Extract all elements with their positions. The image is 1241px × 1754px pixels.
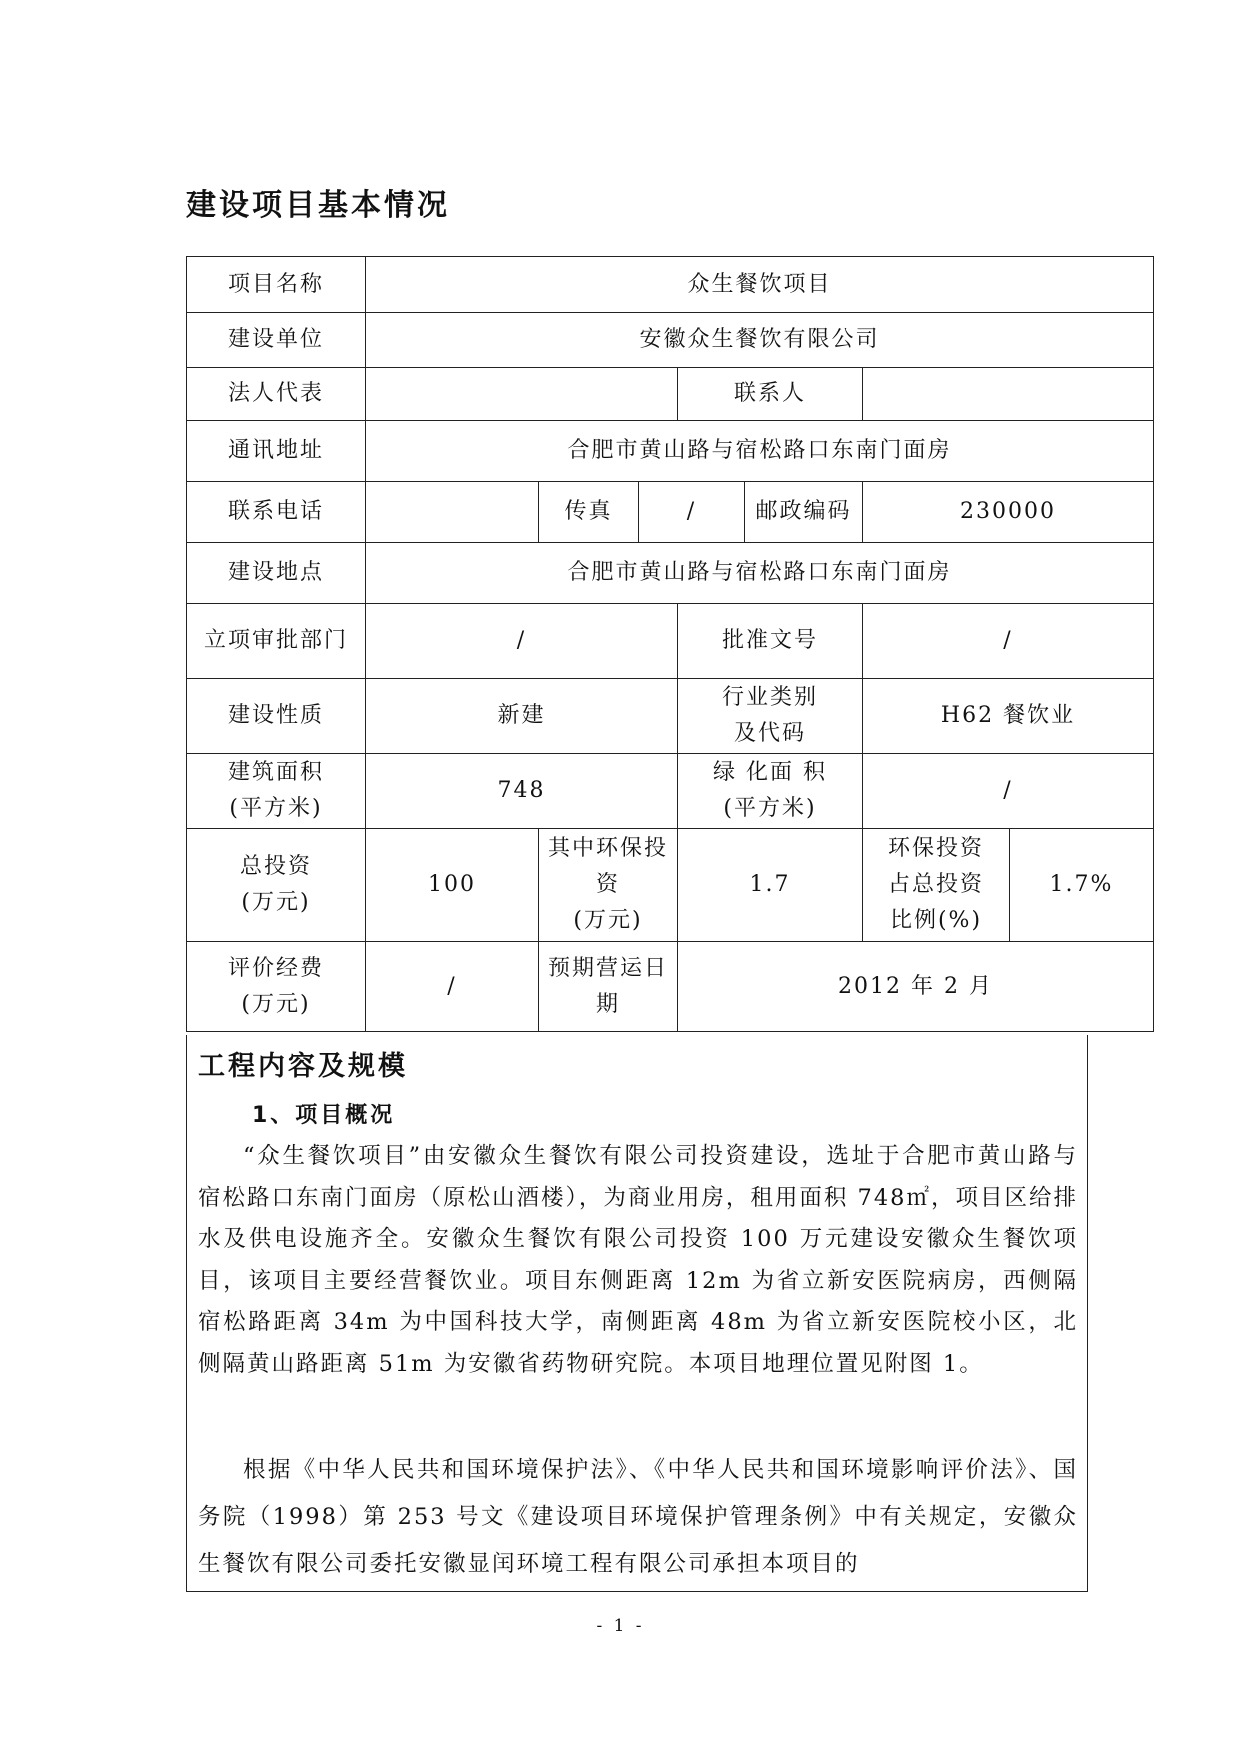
section-heading: 工程内容及规模 [198, 1051, 408, 1082]
ratio-value: 1.7% [1010, 829, 1154, 942]
approval-label: 立项审批部门 [187, 604, 366, 679]
row-address [187, 421, 1154, 482]
row-legal-rep [187, 368, 1154, 421]
address-label: 通讯地址 [187, 421, 366, 482]
ratio-label-line-1: 环保投资 [887, 836, 984, 861]
row-project-name [187, 257, 1154, 313]
area-value: 748 [366, 754, 678, 829]
investment-label-line-2: (万元) [241, 890, 311, 915]
postcode-value: 230000 [863, 482, 1154, 543]
approval-value: / [366, 604, 678, 679]
area-label-line-2: (平方米) [229, 796, 323, 821]
green-area-label-line-2: (平方米) [723, 796, 817, 821]
green-area-label-line-1: 绿 化面 积 [713, 760, 827, 785]
investment-label-line-1: 总投资 [239, 854, 312, 879]
row-site [187, 543, 1154, 604]
row-investment [187, 829, 1154, 942]
investment-value: 100 [366, 829, 539, 942]
row-nature [187, 679, 1154, 754]
phone-label: 联系电话 [187, 482, 366, 543]
row-approval [187, 604, 1154, 679]
ratio-label [863, 829, 1010, 942]
nature-value: 新建 [366, 679, 678, 754]
industry-label-line-2: 及代码 [733, 721, 806, 746]
approval-doc-value: / [863, 604, 1154, 679]
row-builder [187, 313, 1154, 368]
industry-value: H62 餐饮业 [863, 679, 1154, 754]
site-label: 建设地点 [187, 543, 366, 604]
fee-label [187, 942, 366, 1032]
green-area-value: / [863, 754, 1154, 829]
env-investment-value: 1.7 [678, 829, 863, 942]
area-label [187, 754, 366, 829]
operation-date-label: 预期营运日期 [539, 942, 678, 1032]
legal-rep-value [366, 368, 678, 421]
builder-value: 安徽众生餐饮有限公司 [366, 313, 1154, 368]
row-fee [187, 942, 1154, 1032]
area-label-line-1: 建筑面积 [227, 760, 324, 785]
row-area [187, 754, 1154, 829]
ratio-label-line-3: 比例(%) [889, 908, 983, 933]
env-investment-label-line-1: 其中环保投资 [547, 836, 668, 897]
project-info-table [186, 256, 1154, 1032]
builder-label: 建设单位 [187, 313, 366, 368]
site-value: 合肥市黄山路与宿松路口东南门面房 [366, 543, 1154, 604]
operation-date-value: 2012 年 2 月 [678, 942, 1154, 1032]
industry-label-line-1: 行业类别 [721, 685, 818, 710]
project-name-value: 众生餐饮项目 [366, 257, 1154, 313]
fax-label: 传真 [539, 482, 639, 543]
ratio-label-line-2: 占总投资 [887, 872, 984, 897]
page-number: - 1 - [596, 1616, 645, 1636]
fee-label-line-2: (万元) [241, 991, 311, 1017]
legal-rep-label: 法人代表 [187, 368, 366, 421]
investment-label [187, 829, 366, 942]
address-value: 合肥市黄山路与宿松路口东南门面房 [366, 421, 1154, 482]
env-investment-label-line-2: (万元) [573, 908, 643, 933]
phone-value [366, 482, 539, 543]
fax-value: / [639, 482, 745, 543]
approval-doc-label: 批准文号 [678, 604, 863, 679]
postcode-label: 邮政编码 [745, 482, 863, 543]
project-name-label: 项目名称 [187, 257, 366, 313]
industry-label [678, 679, 863, 754]
sub-heading: 1、项目概况 [252, 1103, 396, 1128]
paragraph-basis: 根据《中华人民共和国环境保护法》、《中华人民共和国环境影响评价法》、国务院（1998）第 253 号文《建设项目环境保护管理条例》中有关规定，安徽众生餐饮有限公司委托安徽显闰环境工程有限公司承担本项目的 [198, 1457, 1078, 1577]
green-area-label [678, 754, 863, 829]
nature-label: 建设性质 [187, 679, 366, 754]
contact-value [863, 368, 1154, 421]
fee-value: / [366, 942, 539, 1032]
fee-label-line-1: 评价经费 [227, 955, 324, 981]
paragraph-overview: “众生餐饮项目”由安徽众生餐饮有限公司投资建设，选址于合肥市黄山路与宿松路口东南门面房（原松山酒楼），为商业用房，租用面积 748㎡，项目区给排水及供电设施齐全。安徽众生餐饮有限公司投资 100 万元建设安徽众生餐饮项目，该项目主要经营餐饮业。项目东侧距离 12m 为省立新安医院病房，西侧隔宿松路距离 34m 为中国科技大学，南侧距离 48m 为省立新安医院校小区，北侧隔黄山路距离 51m 为安徽省药物研究院。本项目地理位置见附图 1。 [198, 1143, 1078, 1377]
row-phone [187, 482, 1154, 543]
env-investment-label [539, 829, 678, 942]
page-title: 建设项目基本情况 [186, 188, 450, 223]
contact-label: 联系人 [678, 368, 863, 421]
